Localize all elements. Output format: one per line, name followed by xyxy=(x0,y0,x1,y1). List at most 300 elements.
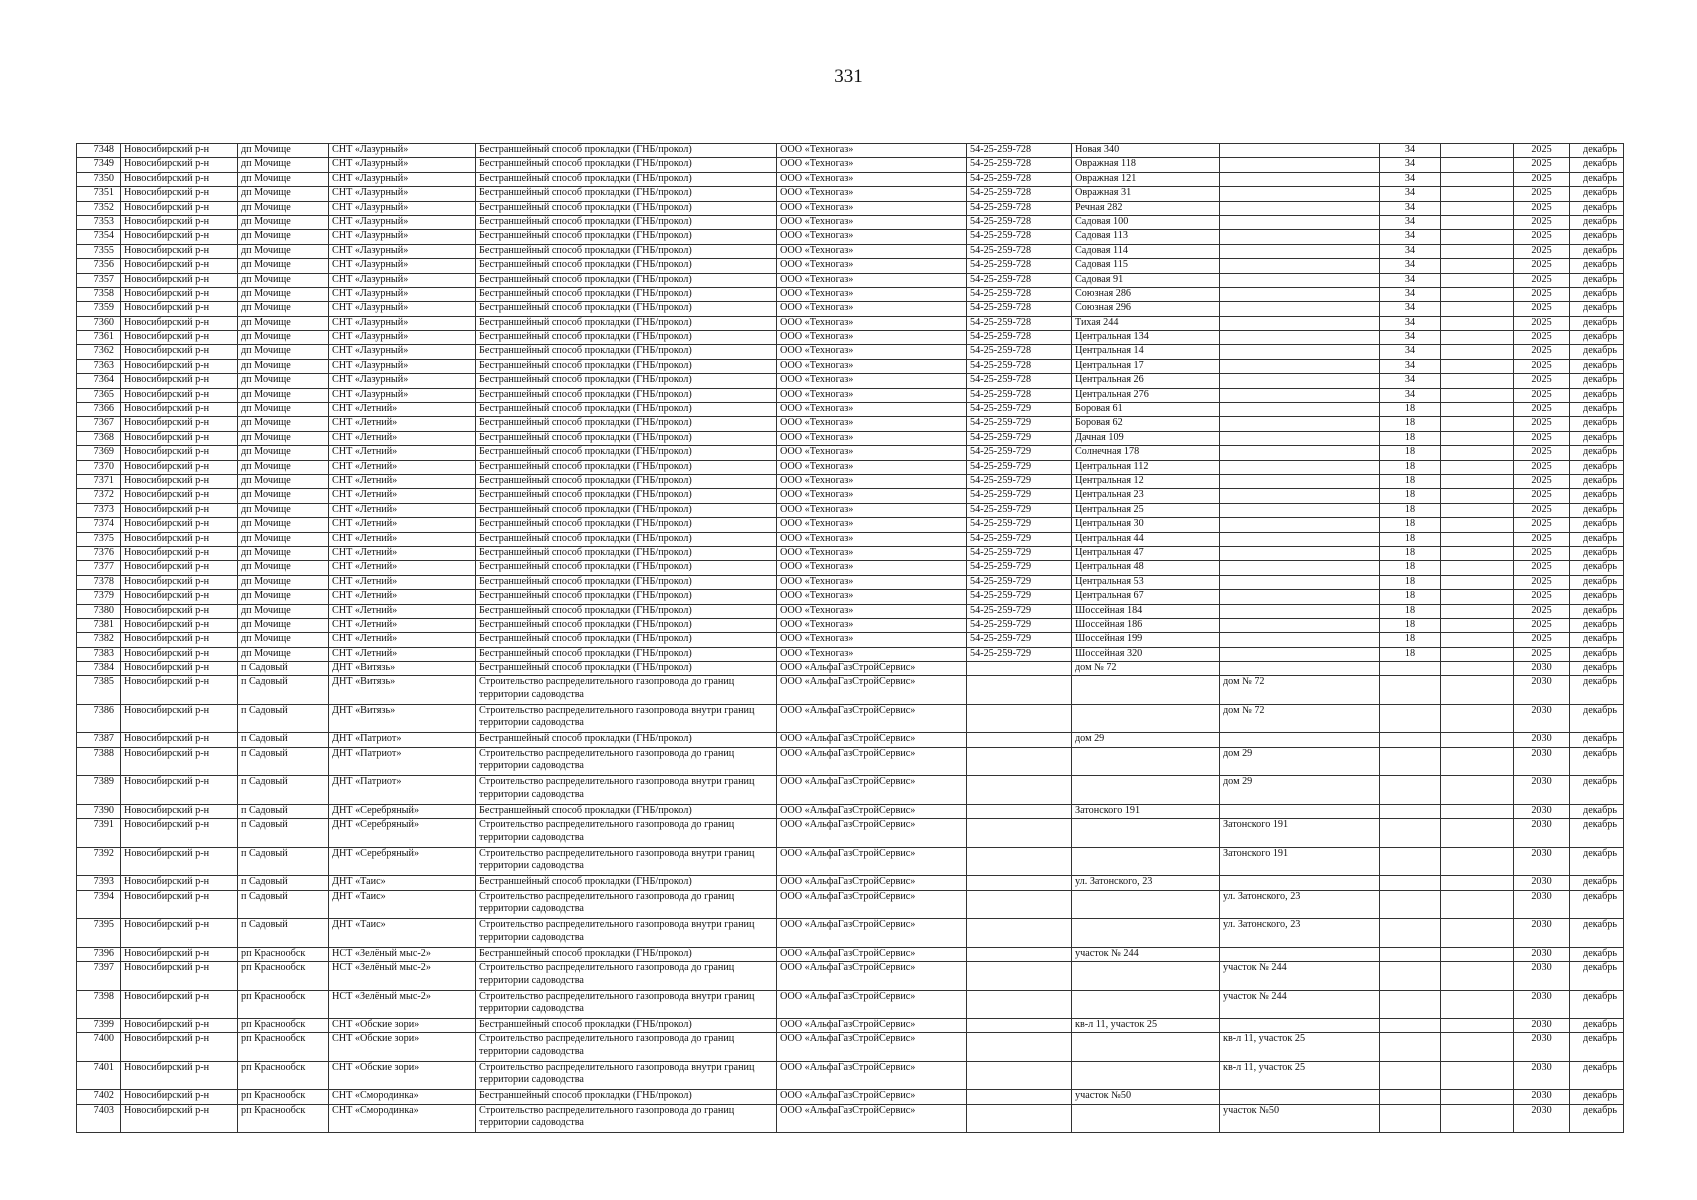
address-cell: ул. Затонского, 23 xyxy=(1072,876,1220,890)
work-type-cell: Бестраншейный способ прокладки (ГНБ/прокол) xyxy=(476,403,777,417)
border-address-cell: участок №50 xyxy=(1220,1104,1380,1133)
month-cell: декабрь xyxy=(1570,187,1624,201)
partnership-cell: СНТ «Лазурный» xyxy=(329,158,476,172)
row-number-cell: 7365 xyxy=(77,388,121,402)
year-cell: 2025 xyxy=(1514,503,1570,517)
settlement-cell: дп Мочище xyxy=(238,273,329,287)
length-cell xyxy=(1380,1019,1441,1033)
partnership-cell: СНТ «Летний» xyxy=(329,417,476,431)
table-row xyxy=(77,1033,1624,1062)
border-address-cell xyxy=(1220,273,1380,287)
work-type-cell: Бестраншейный способ прокладки (ГНБ/прокол) xyxy=(476,575,777,589)
work-type-cell: Бестраншейный способ прокладки (ГНБ/прокол) xyxy=(476,431,777,445)
address-cell: Центральная 26 xyxy=(1072,374,1220,388)
contractor-cell: ООО «Техногаз» xyxy=(777,302,967,316)
partnership-cell: СНТ «Летний» xyxy=(329,460,476,474)
extra-cell xyxy=(1441,919,1514,948)
row-number-cell: 7387 xyxy=(77,733,121,747)
cadastral-cell: 54-25-259-729 xyxy=(967,590,1072,604)
district-cell: Новосибирский р-н xyxy=(121,403,238,417)
length-cell xyxy=(1380,876,1441,890)
year-cell: 2030 xyxy=(1514,990,1570,1019)
border-address-cell xyxy=(1220,503,1380,517)
month-cell: декабрь xyxy=(1570,201,1624,215)
year-cell: 2025 xyxy=(1514,546,1570,560)
work-type-cell: Бестраншейный способ прокладки (ГНБ/прокол) xyxy=(476,604,777,618)
cadastral-cell xyxy=(967,990,1072,1019)
district-cell: Новосибирский р-н xyxy=(121,187,238,201)
work-type-cell: Строительство распределительного газопровода внутри границ территории садоводства xyxy=(476,919,777,948)
length-cell: 18 xyxy=(1380,532,1441,546)
month-cell: декабрь xyxy=(1570,474,1624,488)
table-row xyxy=(77,417,1624,431)
contractor-cell: ООО «Техногаз» xyxy=(777,532,967,546)
work-type-cell: Бестраншейный способ прокладки (ГНБ/прокол) xyxy=(476,230,777,244)
work-type-cell: Бестраншейный способ прокладки (ГНБ/прокол) xyxy=(476,876,777,890)
cadastral-cell xyxy=(967,1061,1072,1090)
work-type-cell: Строительство распределительного газопровода до границ территории садоводства xyxy=(476,1104,777,1133)
extra-cell xyxy=(1441,990,1514,1019)
table-row xyxy=(77,374,1624,388)
work-type-cell: Строительство распределительного газопровода до границ территории садоводства xyxy=(476,962,777,991)
cadastral-cell: 54-25-259-728 xyxy=(967,331,1072,345)
settlement-cell: п Садовый xyxy=(238,733,329,747)
extra-cell xyxy=(1441,431,1514,445)
table-row xyxy=(77,704,1624,733)
cadastral-cell: 54-25-259-729 xyxy=(967,431,1072,445)
cadastral-cell: 54-25-259-728 xyxy=(967,187,1072,201)
work-type-cell: Бестраншейный способ прокладки (ГНБ/прокол) xyxy=(476,503,777,517)
work-type-cell: Бестраншейный способ прокладки (ГНБ/прокол) xyxy=(476,546,777,560)
district-cell: Новосибирский р-н xyxy=(121,259,238,273)
settlement-cell: дп Мочище xyxy=(238,590,329,604)
length-cell xyxy=(1380,804,1441,818)
row-number-cell: 7372 xyxy=(77,489,121,503)
partnership-cell: СНТ «Летний» xyxy=(329,503,476,517)
cadastral-cell: 54-25-259-729 xyxy=(967,604,1072,618)
length-cell xyxy=(1380,947,1441,961)
settlement-cell: дп Мочище xyxy=(238,503,329,517)
table-row xyxy=(77,503,1624,517)
table-row xyxy=(77,201,1624,215)
year-cell: 2025 xyxy=(1514,561,1570,575)
settlement-cell: рп Краснообск xyxy=(238,1104,329,1133)
row-number-cell: 7400 xyxy=(77,1033,121,1062)
length-cell: 34 xyxy=(1380,144,1441,158)
district-cell: Новосибирский р-н xyxy=(121,331,238,345)
address-cell xyxy=(1072,676,1220,705)
year-cell: 2025 xyxy=(1514,460,1570,474)
contractor-cell: ООО «АльфаГазСтройСервис» xyxy=(777,962,967,991)
district-cell: Новосибирский р-н xyxy=(121,633,238,647)
row-number-cell: 7384 xyxy=(77,662,121,676)
cadastral-cell: 54-25-259-729 xyxy=(967,532,1072,546)
border-address-cell xyxy=(1220,403,1380,417)
district-cell: Новосибирский р-н xyxy=(121,230,238,244)
settlement-cell: дп Мочище xyxy=(238,403,329,417)
table-row xyxy=(77,962,1624,991)
settlement-cell: дп Мочище xyxy=(238,532,329,546)
table-row xyxy=(77,1061,1624,1090)
row-number-cell: 7403 xyxy=(77,1104,121,1133)
cadastral-cell: 54-25-259-728 xyxy=(967,201,1072,215)
row-number-cell: 7373 xyxy=(77,503,121,517)
partnership-cell: СНТ «Лазурный» xyxy=(329,374,476,388)
address-cell: Центральная 67 xyxy=(1072,590,1220,604)
address-cell: Боровая 61 xyxy=(1072,403,1220,417)
year-cell: 2030 xyxy=(1514,1033,1570,1062)
length-cell: 34 xyxy=(1380,345,1441,359)
work-type-cell: Строительство распределительного газопровода внутри границ территории садоводства xyxy=(476,990,777,1019)
settlement-cell: дп Мочище xyxy=(238,158,329,172)
cadastral-cell: 54-25-259-729 xyxy=(967,546,1072,560)
partnership-cell: ДНТ «Витязь» xyxy=(329,704,476,733)
table-row xyxy=(77,431,1624,445)
length-cell: 18 xyxy=(1380,561,1441,575)
settlement-cell: дп Мочище xyxy=(238,244,329,258)
length-cell: 18 xyxy=(1380,403,1441,417)
cadastral-cell xyxy=(967,662,1072,676)
length-cell: 34 xyxy=(1380,287,1441,301)
contractor-cell: ООО «АльфаГазСтройСервис» xyxy=(777,919,967,948)
settlement-cell: дп Мочище xyxy=(238,460,329,474)
address-cell: Центральная 14 xyxy=(1072,345,1220,359)
partnership-cell: СНТ «Летний» xyxy=(329,633,476,647)
settlement-cell: рп Краснообск xyxy=(238,1033,329,1062)
address-cell: Садовая 114 xyxy=(1072,244,1220,258)
border-address-cell xyxy=(1220,590,1380,604)
year-cell: 2025 xyxy=(1514,187,1570,201)
partnership-cell: СНТ «Лазурный» xyxy=(329,259,476,273)
month-cell: декабрь xyxy=(1570,331,1624,345)
cadastral-cell: 54-25-259-729 xyxy=(967,403,1072,417)
month-cell: декабрь xyxy=(1570,144,1624,158)
length-cell xyxy=(1380,747,1441,776)
year-cell: 2025 xyxy=(1514,345,1570,359)
address-cell: Центральная 44 xyxy=(1072,532,1220,546)
border-address-cell: дом № 72 xyxy=(1220,704,1380,733)
district-cell: Новосибирский р-н xyxy=(121,201,238,215)
settlement-cell: дп Мочище xyxy=(238,604,329,618)
length-cell: 34 xyxy=(1380,302,1441,316)
length-cell xyxy=(1380,676,1441,705)
extra-cell xyxy=(1441,201,1514,215)
work-type-cell: Строительство распределительного газопровода до границ территории садоводства xyxy=(476,747,777,776)
address-cell xyxy=(1072,704,1220,733)
row-number-cell: 7364 xyxy=(77,374,121,388)
district-cell: Новосибирский р-н xyxy=(121,1061,238,1090)
work-type-cell: Строительство распределительного газопровода внутри границ территории садоводства xyxy=(476,847,777,876)
address-cell: Центральная 276 xyxy=(1072,388,1220,402)
address-cell: Овражная 31 xyxy=(1072,187,1220,201)
month-cell: декабрь xyxy=(1570,302,1624,316)
address-cell: дом № 72 xyxy=(1072,662,1220,676)
row-number-cell: 7397 xyxy=(77,962,121,991)
border-address-cell xyxy=(1220,546,1380,560)
contractor-cell: ООО «АльфаГазСтройСервис» xyxy=(777,804,967,818)
border-address-cell xyxy=(1220,172,1380,186)
year-cell: 2030 xyxy=(1514,776,1570,805)
table-row xyxy=(77,331,1624,345)
district-cell: Новосибирский р-н xyxy=(121,546,238,560)
cadastral-cell xyxy=(967,804,1072,818)
row-number-cell: 7363 xyxy=(77,359,121,373)
district-cell: Новосибирский р-н xyxy=(121,158,238,172)
year-cell: 2030 xyxy=(1514,962,1570,991)
settlement-cell: дп Мочище xyxy=(238,489,329,503)
contractor-cell: ООО «АльфаГазСтройСервис» xyxy=(777,1061,967,1090)
extra-cell xyxy=(1441,230,1514,244)
settlement-cell: дп Мочище xyxy=(238,359,329,373)
contractor-cell: ООО «АльфаГазСтройСервис» xyxy=(777,890,967,919)
table-row xyxy=(77,662,1624,676)
address-cell: участок №50 xyxy=(1072,1090,1220,1104)
cadastral-cell: 54-25-259-729 xyxy=(967,633,1072,647)
border-address-cell: дом № 72 xyxy=(1220,676,1380,705)
extra-cell xyxy=(1441,532,1514,546)
border-address-cell xyxy=(1220,230,1380,244)
row-number-cell: 7378 xyxy=(77,575,121,589)
settlement-cell: дп Мочище xyxy=(238,302,329,316)
table-row xyxy=(77,575,1624,589)
district-cell: Новосибирский р-н xyxy=(121,144,238,158)
settlement-cell: п Садовый xyxy=(238,847,329,876)
length-cell xyxy=(1380,919,1441,948)
year-cell: 2025 xyxy=(1514,417,1570,431)
extra-cell xyxy=(1441,804,1514,818)
year-cell: 2025 xyxy=(1514,230,1570,244)
year-cell: 2025 xyxy=(1514,172,1570,186)
extra-cell xyxy=(1441,618,1514,632)
table-row xyxy=(77,819,1624,848)
border-address-cell xyxy=(1220,561,1380,575)
settlement-cell: дп Мочище xyxy=(238,187,329,201)
border-address-cell xyxy=(1220,876,1380,890)
extra-cell xyxy=(1441,1061,1514,1090)
extra-cell xyxy=(1441,1104,1514,1133)
month-cell: декабрь xyxy=(1570,990,1624,1019)
year-cell: 2030 xyxy=(1514,747,1570,776)
work-type-cell: Бестраншейный способ прокладки (ГНБ/прокол) xyxy=(476,201,777,215)
border-address-cell xyxy=(1220,446,1380,460)
contractor-cell: ООО «АльфаГазСтройСервис» xyxy=(777,733,967,747)
address-cell: Тихая 244 xyxy=(1072,316,1220,330)
month-cell: декабрь xyxy=(1570,947,1624,961)
year-cell: 2030 xyxy=(1514,662,1570,676)
work-type-cell: Бестраншейный способ прокладки (ГНБ/прокол) xyxy=(476,1019,777,1033)
row-number-cell: 7377 xyxy=(77,561,121,575)
extra-cell xyxy=(1441,374,1514,388)
partnership-cell: СНТ «Лазурный» xyxy=(329,230,476,244)
settlement-cell: дп Мочище xyxy=(238,331,329,345)
table-row xyxy=(77,187,1624,201)
work-type-cell: Бестраншейный способ прокладки (ГНБ/прокол) xyxy=(476,345,777,359)
address-cell xyxy=(1072,819,1220,848)
district-cell: Новосибирский р-н xyxy=(121,287,238,301)
settlement-cell: рп Краснообск xyxy=(238,1019,329,1033)
row-number-cell: 7382 xyxy=(77,633,121,647)
cadastral-cell: 54-25-259-728 xyxy=(967,302,1072,316)
settlement-cell: п Садовый xyxy=(238,676,329,705)
settlement-cell: п Садовый xyxy=(238,890,329,919)
year-cell: 2025 xyxy=(1514,388,1570,402)
district-cell: Новосибирский р-н xyxy=(121,172,238,186)
year-cell: 2030 xyxy=(1514,819,1570,848)
year-cell: 2025 xyxy=(1514,144,1570,158)
district-cell: Новосибирский р-н xyxy=(121,776,238,805)
partnership-cell: ДНТ «Таис» xyxy=(329,890,476,919)
partnership-cell: НСТ «Зелёный мыс-2» xyxy=(329,962,476,991)
address-cell: Шоссейная 320 xyxy=(1072,647,1220,661)
contractor-cell: ООО «Техногаз» xyxy=(777,388,967,402)
month-cell: декабрь xyxy=(1570,273,1624,287)
table-row xyxy=(77,302,1624,316)
district-cell: Новосибирский р-н xyxy=(121,733,238,747)
partnership-cell: СНТ «Летний» xyxy=(329,474,476,488)
month-cell: декабрь xyxy=(1570,704,1624,733)
partnership-cell: ДНТ «Серебряный» xyxy=(329,819,476,848)
extra-cell xyxy=(1441,244,1514,258)
extra-cell xyxy=(1441,776,1514,805)
address-cell xyxy=(1072,990,1220,1019)
contractor-cell: ООО «АльфаГазСтройСервис» xyxy=(777,676,967,705)
length-cell xyxy=(1380,704,1441,733)
cadastral-cell xyxy=(967,676,1072,705)
settlement-cell: дп Мочище xyxy=(238,575,329,589)
settlement-cell: рп Краснообск xyxy=(238,1061,329,1090)
settlement-cell: дп Мочище xyxy=(238,618,329,632)
row-number-cell: 7396 xyxy=(77,947,121,961)
border-address-cell xyxy=(1220,431,1380,445)
table-row xyxy=(77,804,1624,818)
contractor-cell: ООО «Техногаз» xyxy=(777,446,967,460)
month-cell: декабрь xyxy=(1570,158,1624,172)
cadastral-cell: 54-25-259-728 xyxy=(967,388,1072,402)
length-cell xyxy=(1380,776,1441,805)
year-cell: 2025 xyxy=(1514,647,1570,661)
border-address-cell xyxy=(1220,302,1380,316)
cadastral-cell xyxy=(967,876,1072,890)
address-cell xyxy=(1072,1033,1220,1062)
address-cell: Центральная 112 xyxy=(1072,460,1220,474)
work-type-cell: Бестраншейный способ прокладки (ГНБ/прокол) xyxy=(476,489,777,503)
length-cell: 34 xyxy=(1380,230,1441,244)
row-number-cell: 7395 xyxy=(77,919,121,948)
length-cell: 18 xyxy=(1380,604,1441,618)
extra-cell xyxy=(1441,287,1514,301)
month-cell: декабрь xyxy=(1570,1061,1624,1090)
work-type-cell: Бестраншейный способ прокладки (ГНБ/прокол) xyxy=(476,947,777,961)
contractor-cell: ООО «АльфаГазСтройСервис» xyxy=(777,1019,967,1033)
work-type-cell: Бестраншейный способ прокладки (ГНБ/прокол) xyxy=(476,144,777,158)
length-cell: 34 xyxy=(1380,374,1441,388)
partnership-cell: СНТ «Летний» xyxy=(329,546,476,560)
length-cell xyxy=(1380,1090,1441,1104)
partnership-cell: СНТ «Летний» xyxy=(329,590,476,604)
extra-cell xyxy=(1441,331,1514,345)
year-cell: 2025 xyxy=(1514,158,1570,172)
border-address-cell xyxy=(1220,215,1380,229)
month-cell: декабрь xyxy=(1570,417,1624,431)
border-address-cell xyxy=(1220,158,1380,172)
cadastral-cell xyxy=(967,747,1072,776)
row-number-cell: 7361 xyxy=(77,331,121,345)
district-cell: Новосибирский р-н xyxy=(121,947,238,961)
partnership-cell: СНТ «Лазурный» xyxy=(329,302,476,316)
extra-cell xyxy=(1441,662,1514,676)
border-address-cell: участок № 244 xyxy=(1220,990,1380,1019)
table-row xyxy=(77,847,1624,876)
settlement-cell: дп Мочище xyxy=(238,633,329,647)
contractor-cell: ООО «Техногаз» xyxy=(777,403,967,417)
cadastral-cell: 54-25-259-728 xyxy=(967,230,1072,244)
contractor-cell: ООО «Техногаз» xyxy=(777,647,967,661)
table-row xyxy=(77,919,1624,948)
address-cell: дом 29 xyxy=(1072,733,1220,747)
work-type-cell: Бестраншейный способ прокладки (ГНБ/прокол) xyxy=(476,417,777,431)
extra-cell xyxy=(1441,518,1514,532)
table-row xyxy=(77,474,1624,488)
month-cell: декабрь xyxy=(1570,374,1624,388)
cadastral-cell: 54-25-259-728 xyxy=(967,244,1072,258)
district-cell: Новосибирский р-н xyxy=(121,561,238,575)
settlement-cell: дп Мочище xyxy=(238,417,329,431)
work-type-cell: Бестраншейный способ прокладки (ГНБ/прокол) xyxy=(476,633,777,647)
table-row xyxy=(77,158,1624,172)
contractor-cell: ООО «Техногаз» xyxy=(777,460,967,474)
partnership-cell: СНТ «Летний» xyxy=(329,403,476,417)
cadastral-cell: 54-25-259-729 xyxy=(967,417,1072,431)
month-cell: декабрь xyxy=(1570,215,1624,229)
address-cell: Центральная 134 xyxy=(1072,331,1220,345)
gas-supply-table xyxy=(76,143,1624,1133)
border-address-cell: участок № 244 xyxy=(1220,962,1380,991)
length-cell: 34 xyxy=(1380,331,1441,345)
length-cell: 34 xyxy=(1380,316,1441,330)
contractor-cell: ООО «АльфаГазСтройСервис» xyxy=(777,947,967,961)
district-cell: Новосибирский р-н xyxy=(121,676,238,705)
extra-cell xyxy=(1441,316,1514,330)
address-cell: Овражная 121 xyxy=(1072,172,1220,186)
row-number-cell: 7388 xyxy=(77,747,121,776)
partnership-cell: СНТ «Смородинка» xyxy=(329,1090,476,1104)
address-cell: Шоссейная 186 xyxy=(1072,618,1220,632)
length-cell: 34 xyxy=(1380,273,1441,287)
contractor-cell: ООО «АльфаГазСтройСервис» xyxy=(777,747,967,776)
border-address-cell: дом 29 xyxy=(1220,747,1380,776)
partnership-cell: СНТ «Лазурный» xyxy=(329,345,476,359)
address-cell: Союзная 286 xyxy=(1072,287,1220,301)
year-cell: 2030 xyxy=(1514,1061,1570,1090)
table-row xyxy=(77,561,1624,575)
year-cell: 2025 xyxy=(1514,575,1570,589)
length-cell: 34 xyxy=(1380,201,1441,215)
month-cell: декабрь xyxy=(1570,575,1624,589)
border-address-cell xyxy=(1220,388,1380,402)
cadastral-cell xyxy=(967,1019,1072,1033)
partnership-cell: СНТ «Лазурный» xyxy=(329,388,476,402)
contractor-cell: ООО «Техногаз» xyxy=(777,244,967,258)
address-cell xyxy=(1072,1061,1220,1090)
length-cell: 18 xyxy=(1380,489,1441,503)
border-address-cell xyxy=(1220,460,1380,474)
contractor-cell: ООО «Техногаз» xyxy=(777,359,967,373)
cadastral-cell: 54-25-259-729 xyxy=(967,474,1072,488)
contractor-cell: ООО «АльфаГазСтройСервис» xyxy=(777,819,967,848)
partnership-cell: СНТ «Летний» xyxy=(329,604,476,618)
cadastral-cell xyxy=(967,847,1072,876)
table-row xyxy=(77,876,1624,890)
